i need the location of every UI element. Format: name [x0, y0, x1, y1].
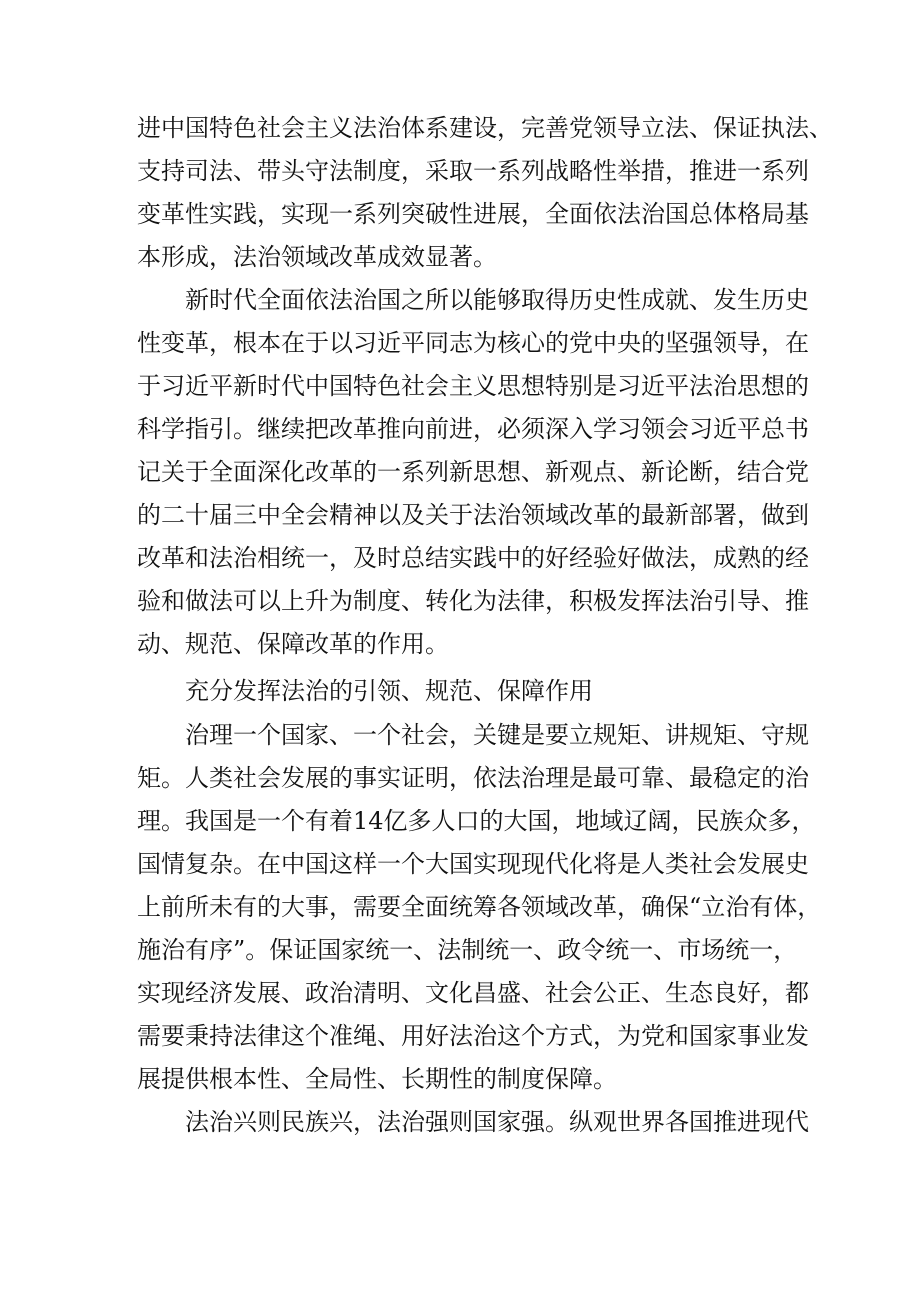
paragraph-line: 本形成，法治领域改革成效显著。	[137, 243, 497, 271]
paragraph-line: 支持司法、带头守法制度，采取一系列战略性举措，推进一系列	[137, 157, 809, 185]
paragraph-line: 变革性实践，实现一系列突破性进展，全面依法治国总体格局基	[137, 200, 809, 228]
paragraph-line: 展提供根本性、全局性、长期性的制度保障。	[137, 1065, 617, 1093]
paragraph-first-line: 治理一个国家、一个社会，关键是要立规矩、讲规矩、守规	[185, 721, 809, 749]
paragraph-line: 理。我国是一个有着14亿多人口的大国，地域辽阔，民族众多，	[137, 807, 816, 835]
paragraph-line: 实现经济发展、政治清明、文化昌盛、社会公正、生态良好，都	[137, 979, 809, 1007]
paragraph-line: 验和做法可以上升为制度、转化为法律，积极发挥法治引导、推	[137, 587, 809, 615]
paragraph-first-line: 法治兴则民族兴，法治强则国家强。纵观世界各国推进现代	[185, 1108, 809, 1136]
paragraph-first-line: 新时代全面依法治国之所以能够取得历史性成就、发生历史	[185, 286, 809, 314]
paragraph-line: 国情复杂。在中国这样一个大国实现现代化将是人类社会发展史	[137, 850, 809, 878]
paragraph-line: 进中国特色社会主义法治体系建设，完善党领导立法、保证执法、	[137, 114, 833, 142]
paragraph-line: 于习近平新时代中国特色社会主义思想特别是习近平法治思想的	[137, 372, 809, 400]
paragraph-line: 需要秉持法律这个准绳、用好法治这个方式，为党和国家事业发	[137, 1022, 809, 1050]
paragraph-line: 上前所未有的大事，需要全面统筹各领域改革，确保“立治有体，	[137, 893, 822, 921]
paragraph-line: 动、规范、保障改革的作用。	[137, 630, 449, 658]
paragraph-line: 施治有序”。保证国家统一、法制统一、政令统一、市场统一，	[137, 936, 798, 964]
paragraph-line: 的二十届三中全会精神以及关于法治领域改革的最新部署，做到	[137, 501, 809, 529]
section-heading: 充分发挥法治的引领、规范、保障作用	[185, 677, 593, 705]
paragraph-line: 性变革，根本在于以习近平同志为核心的党中央的坚强领导，在	[137, 329, 809, 357]
paragraph-line: 改革和法治相统一，及时总结实践中的好经验好做法，成熟的经	[137, 544, 809, 572]
paragraph-line: 记关于全面深化改革的一系列新思想、新观点、新论断，结合党	[137, 458, 809, 486]
paragraph-line: 矩。人类社会发展的事实证明，依法治理是最可靠、最稳定的治	[137, 764, 809, 792]
paragraph-line: 科学指引。继续把改革推向前进，必须深入学习领会习近平总书	[137, 415, 809, 443]
